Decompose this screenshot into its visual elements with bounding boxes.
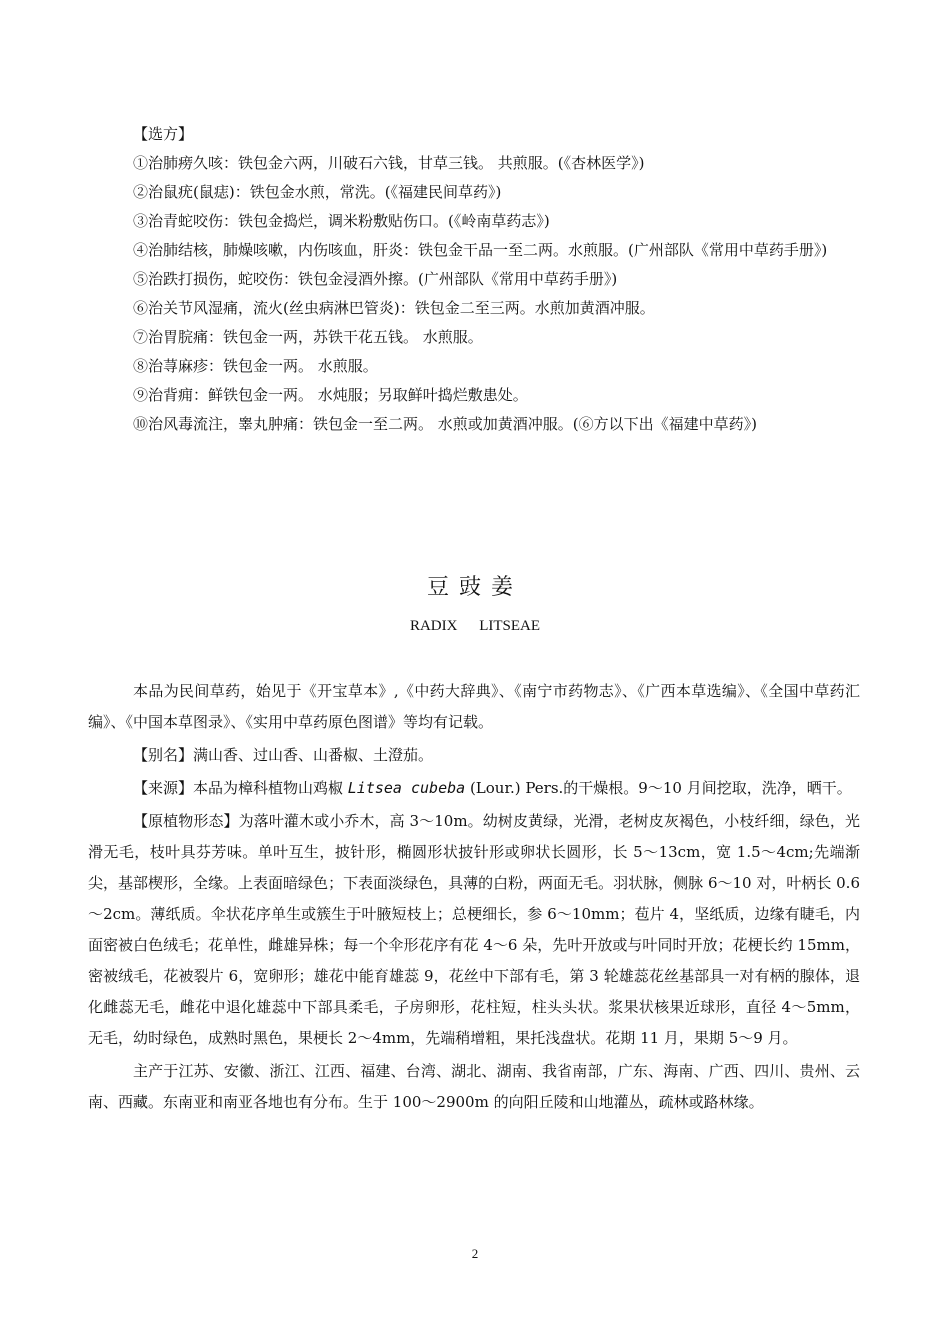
- prescription-item: ⑩治风毒流注，睾丸肿痛：铁包金一至二两。 水煎或加黄酒冲服。(⑥方以下出《福建中草药》): [133, 415, 757, 433]
- prescription-item: ⑨治背痈：鲜铁包金一两。 水炖服；另取鲜叶捣烂敷患处。: [133, 386, 528, 404]
- entry-latin-name: RADIX LITSEAE: [409, 618, 541, 634]
- prescriptions-section: [88, 120, 858, 439]
- scientific-name: Litsea cubeba: [347, 779, 466, 797]
- prescription-item: ②治鼠疣(鼠痣)：铁包金水煎，常洗。(《福建民间草药》): [133, 183, 502, 201]
- prescriptions-heading: 【选方】: [133, 125, 194, 143]
- entry-morphology: 【原植物形态】为落叶灌木或小乔木，高 3～10m。幼树皮黄绿，光滑，老树皮灰褐色，小枝纤细，绿色，光滑无毛，枝叶具芬芳味。单叶互生，披针形，椭圆形状披针形或卵状长圆形，长 5～13cm，宽 1.5～4cm;先端渐尖，基部楔形，全缘。上表面暗绿色；下表面淡绿色，具薄的白粉，两面无毛。羽状脉，侧脉 6～10 对，叶柄长 0.6～2cm。薄纸质。伞状花序单生或簇生于叶腋短枝上；总梗细长，参 6～10mm；苞片 4，坚纸质，边缘有睫毛，内面密被白色绒毛；花单性，雌雄异株；每一个伞形花序有花 4～6 朵，先叶开放或与叶同时开放；花梗长约 15mm，密被绒毛，花被裂片 6，宽卵形；雄花中能育雄蕊 9，花丝中下部有毛，第 3 轮雄蕊花丝基部具一对有柄的腺体，退化雌蕊无毛，雌花中退化雄蕊中下部具柔毛，子房卵形，花柱短，柱头头状。浆果状核果近球形，直径 4～5mm，无毛，幼时绿色，成熟时黑色，果梗长 2～4mm，先端稍增粗，果托浅盘状。花期 11 月，果期 5～9 月。: [88, 812, 860, 1047]
- prescription-item: ⑧治荨麻疹：铁包金一两。 水煎服。: [133, 357, 378, 375]
- prescription-item: ⑤治跌打损伤，蛇咬伤：铁包金浸酒外擦。(广州部队《常用中草药手册》): [133, 270, 618, 288]
- source-prefix: 【来源】本品为樟科植物山鸡椒: [133, 779, 348, 797]
- entry-distribution: 主产于江苏、安徽、浙江、江西、福建、台湾、湖北、湖南、我省南部，广东、海南、广西、四川、贵州、云南、西藏。东南亚和南亚各地也有分布。生于 100～2900m 的向阳丘陵和山地灌丛，疏林或路林缘。: [88, 1062, 860, 1111]
- prescription-item: ④治肺结核，肺燥咳嗽，内伤咳血，肝炎：铁包金干品一至二两。水煎服。(广州部队《常用中草药手册》): [133, 241, 828, 259]
- entry-source: [88, 773, 860, 804]
- page-number: 2: [471, 1246, 479, 1261]
- entry-alias: 【别名】满山香、过山香、山番椒、土澄茄。: [133, 746, 434, 764]
- source-suffix: (Lour.) Pers.的干燥根。9～10 月间挖取，洗净，晒干。: [465, 779, 852, 797]
- entry-title: 豆豉姜: [426, 575, 523, 600]
- prescription-item: ⑥治关节风湿痛，流火(丝虫病淋巴管炎)：铁包金二至三两。水煎加黄酒冲服。: [133, 299, 655, 317]
- prescription-item: ③治青蛇咬伤：铁包金捣烂，调米粉敷贴伤口。(《岭南草药志》): [133, 212, 550, 230]
- entry-intro: 本品为民间草药，始见于《开宝草本》,《中药大辞典》、《南宁市药物志》、《广西本草选编》、《全国中草药汇编》、《中国本草图录》、《实用中草药原色图谱》等均有记载。: [88, 682, 860, 731]
- prescription-item: ⑦治胃脘痛：铁包金一两，苏铁干花五钱。 水煎服。: [133, 328, 483, 346]
- prescription-item: ①治肺痨久咳：铁包金六两，川破石六钱，甘草三钱。 共煎服。(《杏林医学》): [133, 154, 645, 172]
- entry-body: [88, 676, 860, 1120]
